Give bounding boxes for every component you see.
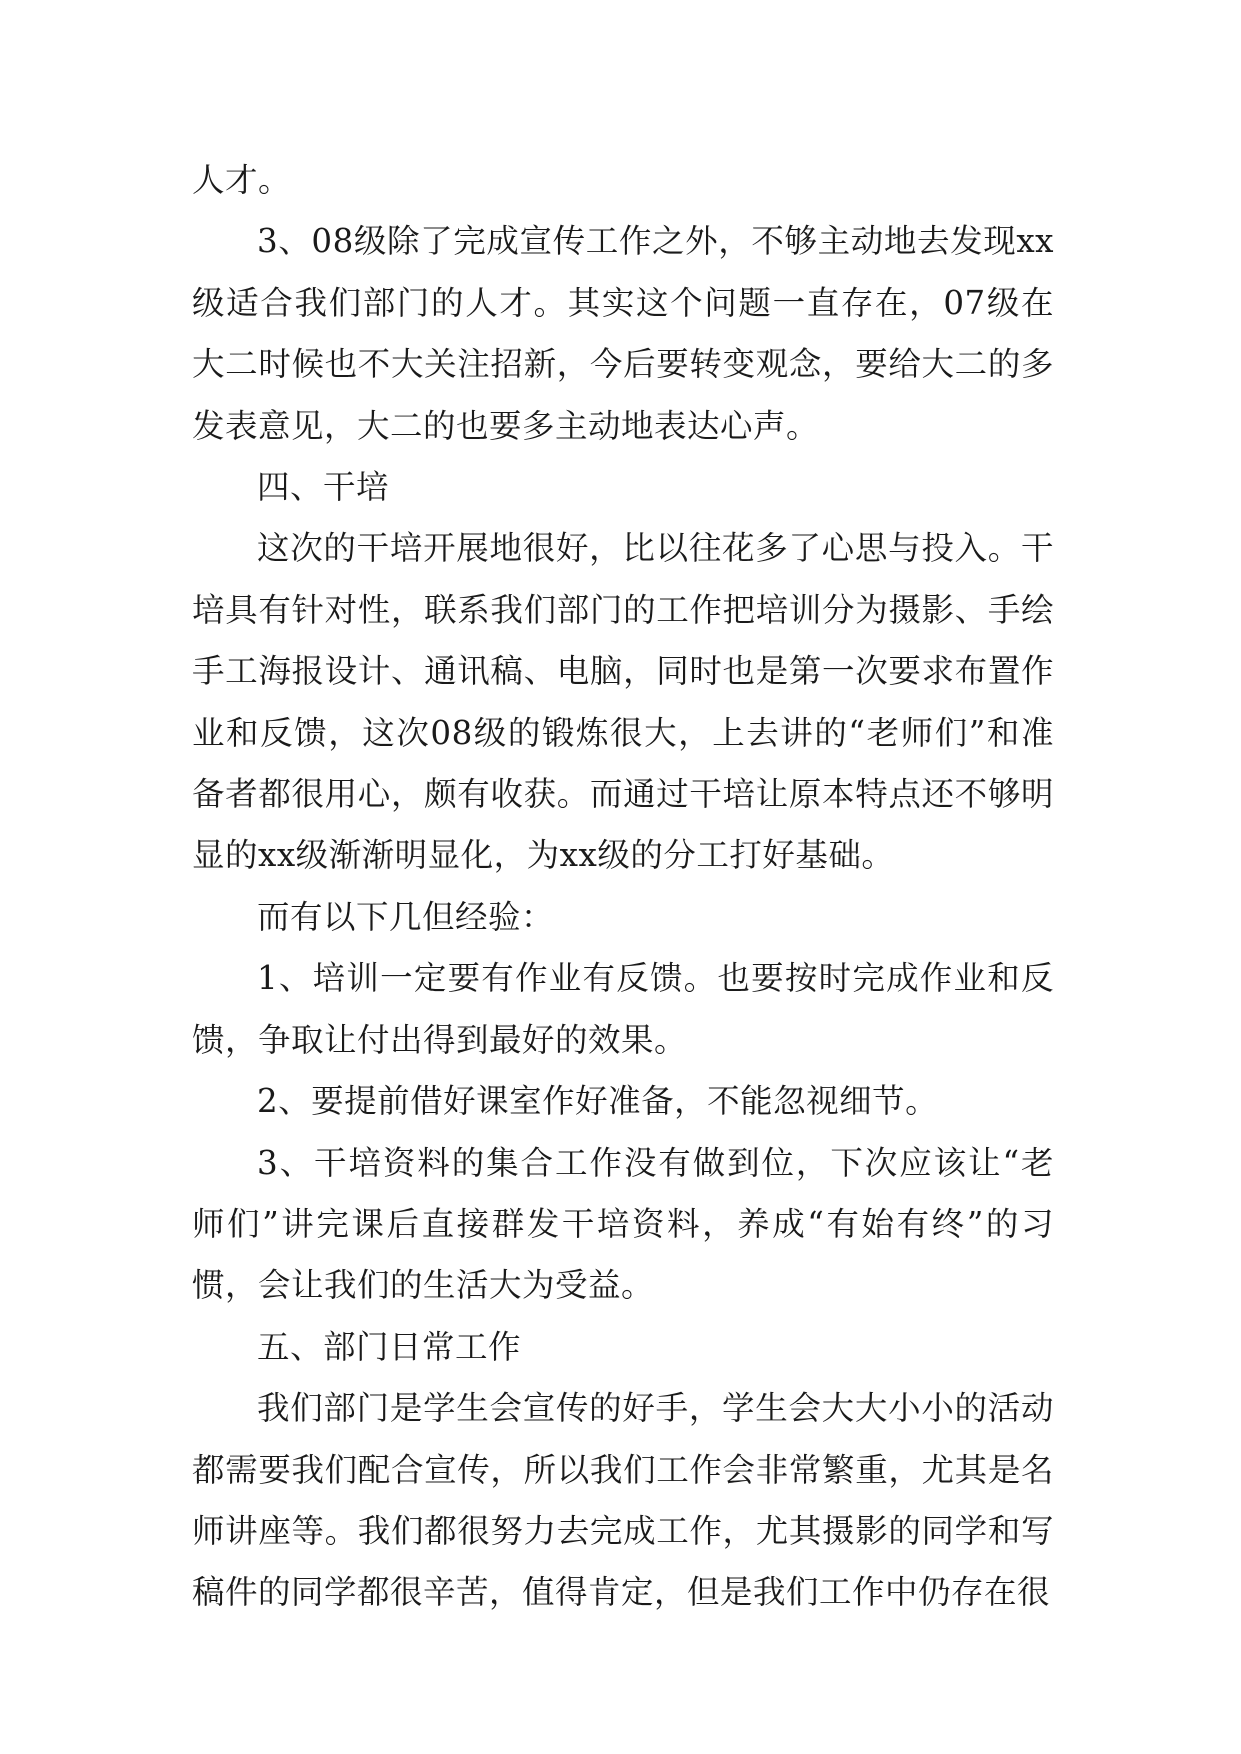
paragraph-daily-work: 我们部门是学生会宣传的好手，学生会大大小小的活动都需要我们配合宣传，所以我们工作会非常繁重，尤其是名师讲座等。我们都很努力去完成工作，尤其摄影的同学和写稿件的同学都很辛苦，值得肯定，但是我们工作中仍存在很 <box>192 1389 1054 1612</box>
section-heading-training: 四、干培 <box>257 468 390 507</box>
paragraph-experience-intro: 而有以下几但经验： <box>257 897 555 936</box>
section-heading-daily-work: 五、部门日常工作 <box>257 1327 522 1366</box>
paragraph-experience-1: 1、培训一定要有作业有反馈。也要按时完成作业和反馈，争取让付出得到最好的效果。 <box>192 959 1054 1059</box>
document-body <box>192 150 1054 1624</box>
paragraph-continuation: 人才。 <box>192 161 292 199</box>
paragraph-experience-2: 2、要提前借好课室作好准备，不能忽视细节。 <box>257 1082 939 1121</box>
paragraph-item-3-recruitment: 3、08级除了完成宣传工作之外，不够主动地去发现xx级适合我们部门的人才。其实这个问题一直存在，07级在大二时候也不大关注招新，今后要转变观念，要给大二的多发表意见，大二的也要多主动地表达心声。 <box>192 222 1054 445</box>
paragraph-training-summary: 这次的干培开展地很好，比以往花多了心思与投入。干培具有针对性，联系我们部门的工作把培训分为摄影、手绘手工海报设计、通讯稿、电脑，同时也是第一次要求布置作业和反馈，这次08级的锻炼很大，上去讲的“老师们”和准备者都很用心，颇有收获。而通过干培让原本特点还不够明显的xx级渐渐明显化，为xx级的分工打好基础。 <box>192 529 1054 875</box>
paragraph-experience-3: 3、干培资料的集合工作没有做到位，下次应该让“老师们”讲完课后直接群发干培资料，养成“有始有终”的习惯，会让我们的生活大为受益。 <box>192 1143 1054 1305</box>
